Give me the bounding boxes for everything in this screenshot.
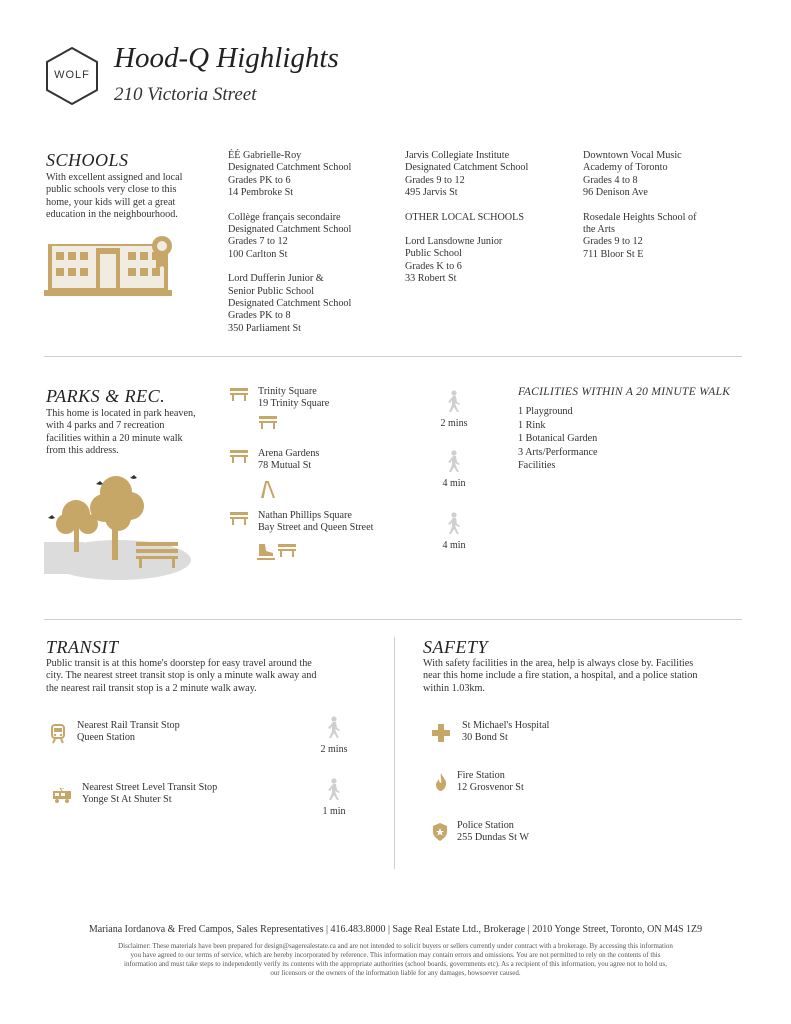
other-local-schools-heading: OTHER LOCAL SCHOOLS <box>405 211 525 223</box>
disclaimer-line: information and must take steps to independently verify its contents with the appropriate authorities (school boards, governments etc). As a recipient of this information, you agree not to hold us, <box>124 960 667 968</box>
disclaimer-line: Disclaimer: These materials have been prepared for design@sagerealestate.ca and are not intended to solicit buyers or sellers currently under contract with a brokerage. By accessing this information <box>118 942 673 950</box>
medical-cross-icon <box>432 724 450 742</box>
school-entry: Lord Dufferin Junior & Senior Public School Designated Catchment School Grades PK to 8 350 Parliament St <box>228 273 352 334</box>
parks-intro <box>46 408 226 458</box>
school-building-illustration <box>44 232 184 303</box>
schools-intro-line: public schools very close to this <box>46 184 177 196</box>
facilities-list <box>518 405 598 473</box>
walking-icon <box>327 716 341 738</box>
transit-heading: TRANSIT <box>46 637 119 657</box>
safety-address: 255 Dundas St W <box>457 832 529 844</box>
walk-time <box>304 716 364 755</box>
walk-time-label: 2 mins <box>440 418 468 429</box>
park-address: 19 Trinity Square <box>258 398 330 410</box>
bench-icon <box>230 512 248 526</box>
schools-intro-line: education in the neighbourhood. <box>46 209 178 221</box>
park-address: 78 Mutual St <box>258 460 312 472</box>
bench-icon <box>278 544 296 558</box>
school-entry: Lord Lansdowne Junior Public School Grades K to 6 33 Robert St <box>405 236 503 285</box>
streetcar-icon <box>52 788 72 804</box>
page-title: Hood-Q Highlights <box>114 42 339 74</box>
walk-time <box>304 778 364 817</box>
divider <box>44 619 742 620</box>
schools-heading: SCHOOLS <box>46 150 129 170</box>
police-badge-icon <box>433 823 447 841</box>
facility-item: 1 Botanical Garden <box>518 433 598 445</box>
walk-time-label: 1 min <box>322 806 346 817</box>
park-address: Bay Street and Queen Street <box>258 522 374 534</box>
schools-column-1 <box>228 150 351 335</box>
bench-icon <box>230 388 248 402</box>
schools-intro-line: home, your kids will get a great <box>46 196 176 208</box>
schools-intro <box>46 172 216 222</box>
playground-slide-icon <box>260 480 276 498</box>
transit-intro <box>46 658 316 695</box>
street-stop-label: Nearest Street Level Transit Stop <box>82 782 218 793</box>
park-name: Trinity Square <box>258 386 317 397</box>
schools-intro-line: With excellent assigned and local <box>46 172 183 183</box>
walking-icon <box>447 450 461 472</box>
school-entry: Downtown Vocal Music Academy of Toronto Grades 4 to 8 96 Denison Ave <box>583 150 682 199</box>
safety-intro-line: With safety facilities in the area, help is always close by. Facilities <box>423 658 694 669</box>
school-entry: Collège français secondaire Designated Catchment School Grades 7 to 12 100 Carlton St <box>228 211 352 260</box>
flame-icon <box>434 773 448 791</box>
park-illustration <box>44 470 194 587</box>
walk-time <box>424 450 484 489</box>
school-entry: Rosedale Heights School of the Arts Grades 9 to 12 711 Bloor St E <box>583 211 697 260</box>
street-stop-name: Yonge St At Shuter St <box>82 794 172 806</box>
safety-intro <box>423 658 697 695</box>
safety-address: 30 Bond St <box>462 732 508 744</box>
schools-column-3 <box>583 150 696 261</box>
rail-stop-label: Nearest Rail Transit Stop <box>77 720 180 731</box>
disclaimer-line: you have agreed to our terms of service, which are hereby incorporated by reference. This information may contain errors and omissions. You are not permitted to rely on the contents of this <box>130 951 661 959</box>
safety-heading: SAFETY <box>423 637 489 657</box>
safety-name: Police Station <box>457 820 514 831</box>
parks-intro-line: facilities within a 20 minute walk <box>46 432 183 444</box>
property-address: 210 Victoria Street <box>114 84 257 105</box>
walking-icon <box>447 512 461 534</box>
transit-intro-line: city. The nearest street transit stop is only a minute walk away and <box>46 670 317 682</box>
school-entry: Jarvis Collegiate Institute Designated Catchment School Grades 9 to 12 495 Jarvis St <box>405 150 529 199</box>
divider <box>44 356 742 357</box>
parks-intro-line: with 4 parks and 7 recreation <box>46 420 165 432</box>
walk-time <box>424 390 484 429</box>
bench-icon <box>259 416 277 430</box>
park-name: Nathan Phillips Square <box>258 510 352 521</box>
wolf-logo <box>44 46 100 106</box>
safety-name: Fire Station <box>457 770 505 781</box>
walk-time-label: 4 min <box>442 540 466 551</box>
vertical-divider <box>394 637 395 869</box>
bench-icon <box>230 450 248 464</box>
footer-contact: Mariana Iordanova & Fred Campos, Sales Representatives | 416.483.8000 | Sage Real Estate Ltd., Brokerage | 2010 Yonge Street, Toronto, ON M4S 1Z9 <box>88 924 703 935</box>
school-entry: ÉÉ Gabrielle-Roy Designated Catchment School Grades PK to 6 14 Pembroke St <box>228 150 352 199</box>
walking-icon <box>447 390 461 412</box>
transit-intro-line: Public transit is at this home's doorstep for easy travel around the <box>46 658 312 669</box>
walk-time-label: 4 min <box>442 478 466 489</box>
facility-item: 1 Playground <box>518 406 573 417</box>
rail-stop-name: Queen Station <box>77 732 136 744</box>
safety-intro-line: near this home include a fire station, a hospital, and a police station <box>423 670 698 682</box>
skate-icon <box>256 542 276 560</box>
walk-time-label: 2 mins <box>320 744 348 755</box>
safety-name: St Michael's Hospital <box>462 720 550 731</box>
disclaimer-line: our licensors or the owners of the information liable for any damages, howsoever caused. <box>270 969 521 977</box>
parks-heading: PARKS & REC. <box>46 386 166 406</box>
logo-text: WOLF <box>54 69 90 81</box>
parks-intro-line: This home is located in park heaven, <box>46 408 196 419</box>
facilities-heading: FACILITIES WITHIN A 20 MINUTE WALK <box>518 386 731 398</box>
facility-item: 3 Arts/Performance <box>518 446 598 458</box>
parks-intro-line: from this address. <box>46 445 119 457</box>
footer-disclaimer <box>30 942 761 978</box>
train-icon <box>50 724 66 744</box>
walking-icon <box>327 778 341 800</box>
walk-time <box>424 512 484 551</box>
facility-item: 1 Rink <box>518 419 546 431</box>
safety-intro-line: within 1.03km. <box>423 682 485 694</box>
facility-item: Facilities <box>518 460 556 472</box>
transit-intro-line: the nearest rail transit stop is a 2 minute walk away. <box>46 682 257 694</box>
park-name: Arena Gardens <box>258 448 320 459</box>
safety-address: 12 Grosvenor St <box>457 782 524 794</box>
schools-column-2 <box>405 150 528 286</box>
